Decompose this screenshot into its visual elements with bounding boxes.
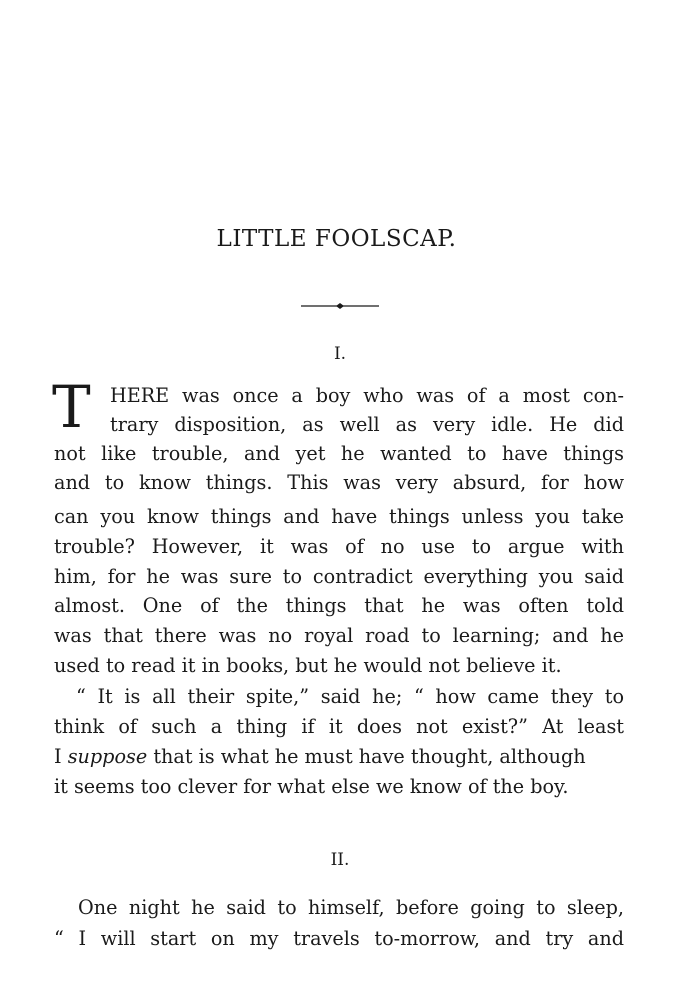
text-line: used to read it in books, but he would not believe it.	[54, 654, 562, 677]
text-line: I suppose that is what he must have thought, although	[54, 745, 586, 768]
chapter-title: LITTLE FOOLSCAP.	[216, 226, 457, 252]
text-line: think of such a thing if it does not exist?” At least	[54, 715, 624, 738]
section-number: II.	[330, 850, 350, 870]
text-line: almost. One of the things that he was often told	[54, 594, 624, 617]
text-line: “ It is all their spite,” said he; “ how came they to	[76, 685, 624, 708]
ornament-divider	[301, 301, 379, 311]
text-line: trary disposition, as well as very idle. He did	[110, 413, 624, 436]
text-line: “ I will start on my travels to-morrow, and try and	[54, 927, 624, 950]
text-line: was that there was no royal road to learning; and he	[54, 624, 624, 647]
section-number: I.	[333, 344, 347, 364]
text-line: HERE was once a boy who was of a most con-	[110, 384, 624, 407]
text-line: not like trouble, and yet he wanted to have things	[54, 442, 624, 465]
drop-cap: T	[52, 373, 91, 441]
text-line: it seems too clever for what else we know of the boy.	[54, 775, 569, 798]
text-line: him, for he was sure to contradict everything you said	[54, 565, 624, 588]
text-line: trouble? However, it was of no use to argue with	[54, 535, 624, 558]
text-line: One night he said to himself, before going to sleep,	[78, 896, 624, 919]
text-line: can you know things and have things unless you take	[54, 505, 624, 528]
emphasis-word: suppose	[67, 745, 148, 768]
text-line: and to know things. This was very absurd, for how	[54, 471, 624, 494]
